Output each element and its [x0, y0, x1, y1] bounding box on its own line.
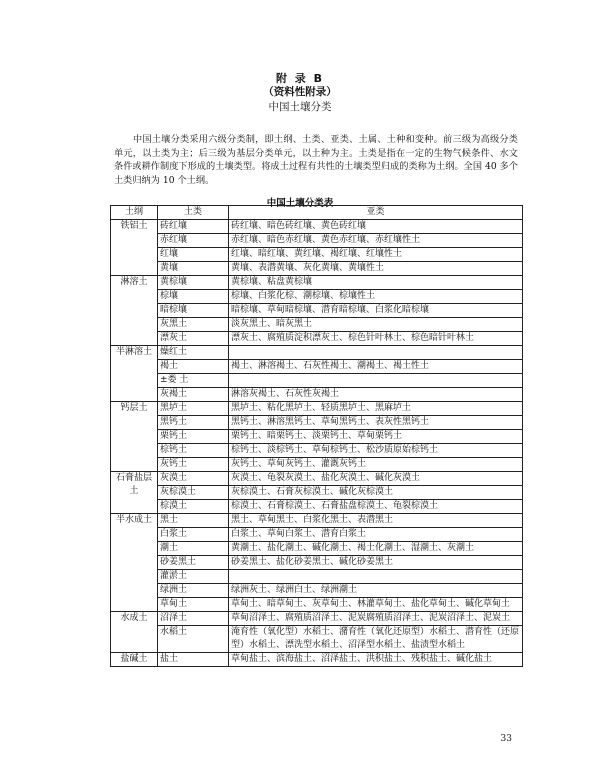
table-row — [111, 612, 523, 626]
subtype-cell — [229, 346, 523, 360]
table-row — [111, 542, 523, 556]
soil-type-cell: 草甸土 — [158, 598, 229, 612]
subtype-cell: 淡灰黑土、暗灰黑土 — [229, 318, 523, 332]
table-title: 中国土壤分类表 — [266, 198, 334, 209]
subtype-cell: 砂姜黑土、盐化砂姜黑土、碱化砂姜黑土 — [229, 556, 523, 570]
subtype-cell: 棕钙土、淡棕钙土、草甸棕钙土、松沙质原始棕钙土 — [229, 444, 523, 458]
subtype-cell: 砖红壤、暗色砖红壤、黄色砖红壤 — [229, 220, 523, 234]
soil-type-cell: 砂姜黑土 — [158, 556, 229, 570]
soil-type-cell: 灰钙土 — [158, 458, 229, 472]
subtype-cell: 黑钙土、淋溶黑钙土、草甸黑钙土、表灰性黑钙土 — [229, 416, 523, 430]
soil-type-cell: 黑垆土 — [158, 402, 229, 416]
table-row — [111, 262, 523, 276]
subtype-cell: 白浆土、草甸白浆土、潜育白浆土 — [229, 528, 523, 542]
soil-type-cell: 棕钙土 — [158, 444, 229, 458]
table-row — [111, 598, 523, 612]
subtype-cell: 淹育性（氧化型）水稻土、潴育性（氧化还原型）水稻土、潜育性（还原型）水稻土、漂洗型水稻土、沼泽型水稻土、盐渍型水稻土 — [229, 626, 523, 653]
subtype-cell: 黄棕壤、粘盘黄棕壤 — [229, 276, 523, 290]
soil-order-cell: 铁铝土 — [111, 220, 158, 276]
soil-type-cell: 黄壤 — [158, 262, 229, 276]
table-row — [111, 430, 523, 444]
table-row — [111, 416, 523, 430]
table-row — [111, 290, 523, 304]
soil-type-cell: 白浆土 — [158, 528, 229, 542]
soil-type-cell: 盐土 — [158, 653, 229, 667]
table-row — [111, 528, 523, 542]
appendix-title: 附 录 B — [275, 72, 325, 85]
subtype-cell: 暗棕壤、草甸暗棕壤、潜育暗棕壤、白浆化暗棕壤 — [229, 304, 523, 318]
soil-type-cell: 沼泽土 — [158, 612, 229, 626]
table-row — [111, 234, 523, 248]
table-row — [111, 570, 523, 584]
table-row — [111, 444, 523, 458]
soil-type-cell: 潮土 — [158, 542, 229, 556]
table-row — [111, 626, 523, 653]
soil-order-cell: 半水成土 — [111, 514, 158, 612]
subtype-cell: 赤红壤、暗色赤红壤、黄色赤红壤、赤红壤性土 — [229, 234, 523, 248]
soil-order-cell: 半淋溶土 — [111, 346, 158, 402]
table-row — [111, 304, 523, 318]
appendix-name: 中国土壤分类 — [268, 101, 332, 113]
table-row — [111, 318, 523, 332]
subtype-cell — [229, 374, 523, 388]
soil-type-cell: 灰棕漠土 — [158, 486, 229, 500]
subtype-cell: 灰漠土、龟裂灰漠土、盐化灰漠土、碱化灰漠土 — [229, 472, 523, 486]
soil-type-cell: 黑钙土 — [158, 416, 229, 430]
table-row — [111, 402, 523, 416]
soil-classification-table — [110, 205, 523, 667]
subtype-cell: 黄潮土、盐化潮土、碱化潮土、褐土化潮土、湿潮土、灰潮土 — [229, 542, 523, 556]
soil-type-cell: 水稻土 — [158, 626, 229, 653]
soil-type-cell: 砖红壤 — [158, 220, 229, 234]
table-row — [111, 472, 523, 486]
soil-order-cell: 盐碱土 — [111, 653, 158, 667]
subtype-cell: 灰钙土、草甸灰钙土、灌溉灰钙土 — [229, 458, 523, 472]
table-header-row — [111, 206, 523, 220]
header-soil-type: 土类 — [158, 206, 229, 220]
soil-type-cell: 赤红壤 — [158, 234, 229, 248]
header-subtype: 亚类 — [229, 206, 523, 220]
soil-type-cell: 黄棕壤 — [158, 276, 229, 290]
subtype-cell: 棕壤、白浆化棕、潮棕壤、棕壤性土 — [229, 290, 523, 304]
intro-paragraph: 中国土壤分类采用六级分类制，即土纲、土类、亚类、土属、土种和变种。前三级为高级分类单元，以土类为主；后三级为基层分类单元，以土种为主。土类是指在一定的生物气候条件、水文条件或耕作制度下形成的土壤类型。将成土过程有共性的土壤类型归成的类称为土纲。全国 40 多个土类归纳为 10 个土纲。 — [114, 134, 518, 186]
subtype-cell: 漂灰土、腐殖质淀积漂灰土、棕色针叶林土、棕色暗针叶林土 — [229, 332, 523, 346]
table-row — [111, 388, 523, 402]
page-number: 33 — [500, 734, 512, 744]
soil-type-cell: 绿洲土 — [158, 584, 229, 598]
table-row — [111, 500, 523, 514]
subtype-cell: 绿洲灰土、绿洲白土、绿洲潮土 — [229, 584, 523, 598]
soil-type-cell: 漂灰土 — [158, 332, 229, 346]
soil-order-cell: 钙层土 — [111, 402, 158, 472]
subtype-cell — [229, 570, 523, 584]
table-row — [111, 514, 523, 528]
table-row — [111, 374, 523, 388]
soil-type-cell: 燥红土 — [158, 346, 229, 360]
soil-order-cell: 淋溶土 — [111, 276, 158, 346]
table-row — [111, 360, 523, 374]
table-row — [111, 276, 523, 290]
subtype-cell: 草甸盐土、滨海盐土、沼泽盐土、洪积盐土、残积盐土、碱化盐土 — [229, 653, 523, 667]
subtype-cell: 褐土、淋溶褐土、石灰性褐土、潮褐土、褐土性土 — [229, 360, 523, 374]
soil-type-cell: 栗钙土 — [158, 430, 229, 444]
table-row — [111, 332, 523, 346]
table-row — [111, 653, 523, 667]
subtype-cell: 黑垆土、粘化黑垆土、轻质黑垆土、黑麻垆土 — [229, 402, 523, 416]
subtype-cell: 棕漠土、石膏棕漠土、石膏盐盘棕漠土、龟裂棕漠土 — [229, 500, 523, 514]
soil-type-cell: 棕漠土 — [158, 500, 229, 514]
soil-type-cell: 棕壤 — [158, 290, 229, 304]
soil-type-cell: 灰褐土 — [158, 388, 229, 402]
subtype-cell: 草甸土、暗草甸土、灰草甸土、林灌草甸土、盐化草甸土、碱化草甸土 — [229, 598, 523, 612]
subtype-cell: 黄壤、表潜黄壤、灰化黄壤、黄壤性土 — [229, 262, 523, 276]
subtype-cell: 草甸沼泽土、腐殖质沼泽土、泥炭腐殖质沼泽土、泥炭沼泽土、泥炭土 — [229, 612, 523, 626]
table-row — [111, 346, 523, 360]
table-row — [111, 458, 523, 472]
soil-type-cell: 灰黑土 — [158, 318, 229, 332]
appendix-subtitle: （资料性附录） — [263, 86, 337, 98]
soil-order-cell: 石膏盐层土 — [111, 472, 158, 514]
table-row — [111, 556, 523, 570]
subtype-cell: 红壤、暗红壤、黄红壤、褐红壤、红壤性土 — [229, 248, 523, 262]
subtype-cell: 栗钙土、暗栗钙土、淡栗钙土、草甸栗钙土 — [229, 430, 523, 444]
soil-type-cell: 黑土 — [158, 514, 229, 528]
table-row — [111, 220, 523, 234]
table-row — [111, 248, 523, 262]
table-row — [111, 486, 523, 500]
soil-type-cell: ±娄 土 — [158, 374, 229, 388]
subtype-cell: 黑土、草甸黑土、白浆化黑土、表潜黑土 — [229, 514, 523, 528]
header-soil-order: 土纲 — [111, 206, 158, 220]
subtype-cell: 淋溶灰褐土、石灰性灰褐土 — [229, 388, 523, 402]
subtype-cell: 灰棕漠土、石膏灰棕漠土、碱化灰棕漠土 — [229, 486, 523, 500]
soil-type-cell: 暗棕壤 — [158, 304, 229, 318]
soil-type-cell: 灌淤土 — [158, 570, 229, 584]
table-row — [111, 584, 523, 598]
soil-type-cell: 灰漠土 — [158, 472, 229, 486]
soil-type-cell: 红壤 — [158, 248, 229, 262]
soil-type-cell: 褐土 — [158, 360, 229, 374]
soil-order-cell: 水成土 — [111, 612, 158, 653]
